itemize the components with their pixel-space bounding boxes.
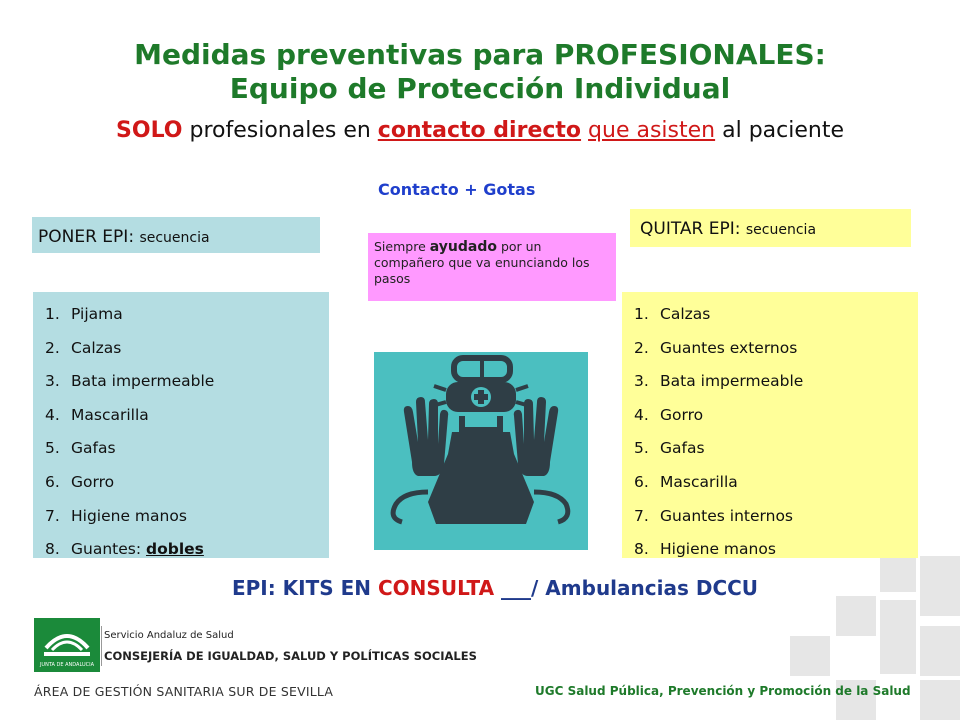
list-item: [33, 399, 329, 433]
quitar-item: Bata impermeable: [660, 372, 804, 391]
poner-item-emphasis: dobles: [146, 540, 204, 559]
list-item: [622, 466, 918, 500]
note-emphasis: ayudado: [429, 239, 497, 255]
quitar-list: [622, 292, 918, 558]
quitar-item: Guantes internos: [660, 506, 793, 525]
decor-square: [880, 600, 916, 674]
title-line2: Equipo de Protección Individual: [229, 72, 731, 105]
quitar-item: Gafas: [660, 439, 705, 458]
poner-item: Bata impermeable: [71, 372, 215, 391]
footer-ugc-name: UGC Salud Pública, Prevención y Promoción de la Salud: [535, 684, 911, 698]
quitar-header-small: secuencia: [745, 222, 817, 238]
poner-header-small: secuencia: [139, 230, 210, 246]
poner-item: Higiene manos: [71, 506, 187, 525]
quitar-item: Calzas: [660, 305, 711, 323]
logo-divider: [101, 626, 102, 666]
kits-banner: [0, 576, 960, 600]
poner-header-main: PONER EPI:: [38, 227, 140, 247]
list-item: [622, 332, 918, 366]
logo-badge-text: JUNTA DE ANDALUCIA: [39, 662, 95, 668]
list-number: 2.: [45, 338, 60, 357]
junta-logo-icon: [34, 618, 100, 672]
subtitle-space: [581, 118, 588, 143]
subtitle-end: al paciente: [715, 118, 844, 143]
list-number: 6.: [45, 472, 60, 491]
kits-consulta: CONSULTA: [378, 576, 495, 600]
contact-type: Contacto + Gotas: [378, 180, 536, 199]
poner-item: Calzas: [71, 338, 122, 357]
quitar-item: Mascarilla: [660, 472, 738, 491]
list-number: 3.: [45, 372, 60, 391]
list-number: 5.: [634, 439, 649, 458]
page-title: [0, 38, 960, 106]
poner-item: Mascarilla: [71, 405, 149, 424]
list-number: 1.: [45, 305, 60, 323]
poner-item: Gorro: [71, 472, 115, 491]
list-number: 5.: [45, 439, 60, 458]
list-item: [33, 298, 329, 332]
list-number: 4.: [634, 405, 649, 424]
note-text-2: por un compañero que va enunciando los pasos: [374, 239, 590, 286]
quitar-header-main: QUITAR EPI:: [640, 219, 746, 239]
list-number: 7.: [634, 506, 649, 525]
list-number: 4.: [45, 405, 60, 424]
list-item: [622, 500, 918, 534]
list-number: 1.: [634, 305, 649, 323]
subtitle: [0, 118, 960, 143]
list-number: 8.: [45, 540, 60, 559]
poner-item: Guantes:: [71, 540, 146, 559]
poner-item: Pijama: [71, 305, 123, 323]
org-name-consejeria: CONSEJERÍA DE IGUALDAD, SALUD Y POLÍTICAS SOCIALES: [104, 649, 477, 663]
list-item: [33, 466, 329, 500]
list-item: [33, 500, 329, 534]
list-number: 8.: [634, 540, 649, 559]
poner-item: Gafas: [71, 439, 116, 458]
list-item: [622, 533, 918, 567]
assisted-note: [368, 233, 616, 301]
decor-square: [790, 636, 830, 676]
title-line1: Medidas preventivas para PROFESIONALES:: [134, 38, 826, 71]
org-name-sas: Servicio Andaluz de Salud: [104, 630, 234, 641]
list-number: 3.: [634, 372, 649, 391]
list-item: [622, 399, 918, 433]
list-item: [622, 365, 918, 399]
list-number: 7.: [45, 506, 60, 525]
poner-list: [33, 292, 329, 558]
subtitle-solo: SOLO: [116, 118, 183, 143]
poner-header: [32, 217, 320, 253]
list-item: [622, 298, 918, 332]
list-item: [622, 432, 918, 466]
quitar-header: [630, 209, 911, 247]
footer-area-name: ÁREA DE GESTIÓN SANITARIA SUR DE SEVILLA: [34, 684, 334, 699]
quitar-item: Gorro: [660, 405, 704, 424]
list-item: [33, 332, 329, 366]
decor-square: [836, 596, 876, 636]
decor-square: [920, 680, 960, 720]
decor-square: [920, 626, 960, 676]
subtitle-text: profesionales en: [182, 118, 378, 143]
kits-text-2: ___/ Ambulancias DCCU: [494, 576, 759, 600]
list-item: [33, 365, 329, 399]
note-text-1: Siempre: [374, 239, 430, 254]
kits-text-1: EPI: KITS EN: [231, 576, 378, 600]
list-item: [33, 432, 329, 466]
list-number: 6.: [634, 472, 649, 491]
ppe-icon: [374, 352, 588, 550]
subtitle-asisten: que asisten: [588, 118, 716, 143]
list-item: [33, 533, 329, 567]
junta-logo-svg: [34, 618, 100, 672]
quitar-item: Higiene manos: [660, 540, 776, 559]
quitar-item: Guantes externos: [660, 338, 798, 357]
ppe-icon-svg: [374, 352, 588, 550]
list-number: 2.: [634, 338, 649, 357]
subtitle-contacto: contacto directo: [377, 118, 582, 143]
